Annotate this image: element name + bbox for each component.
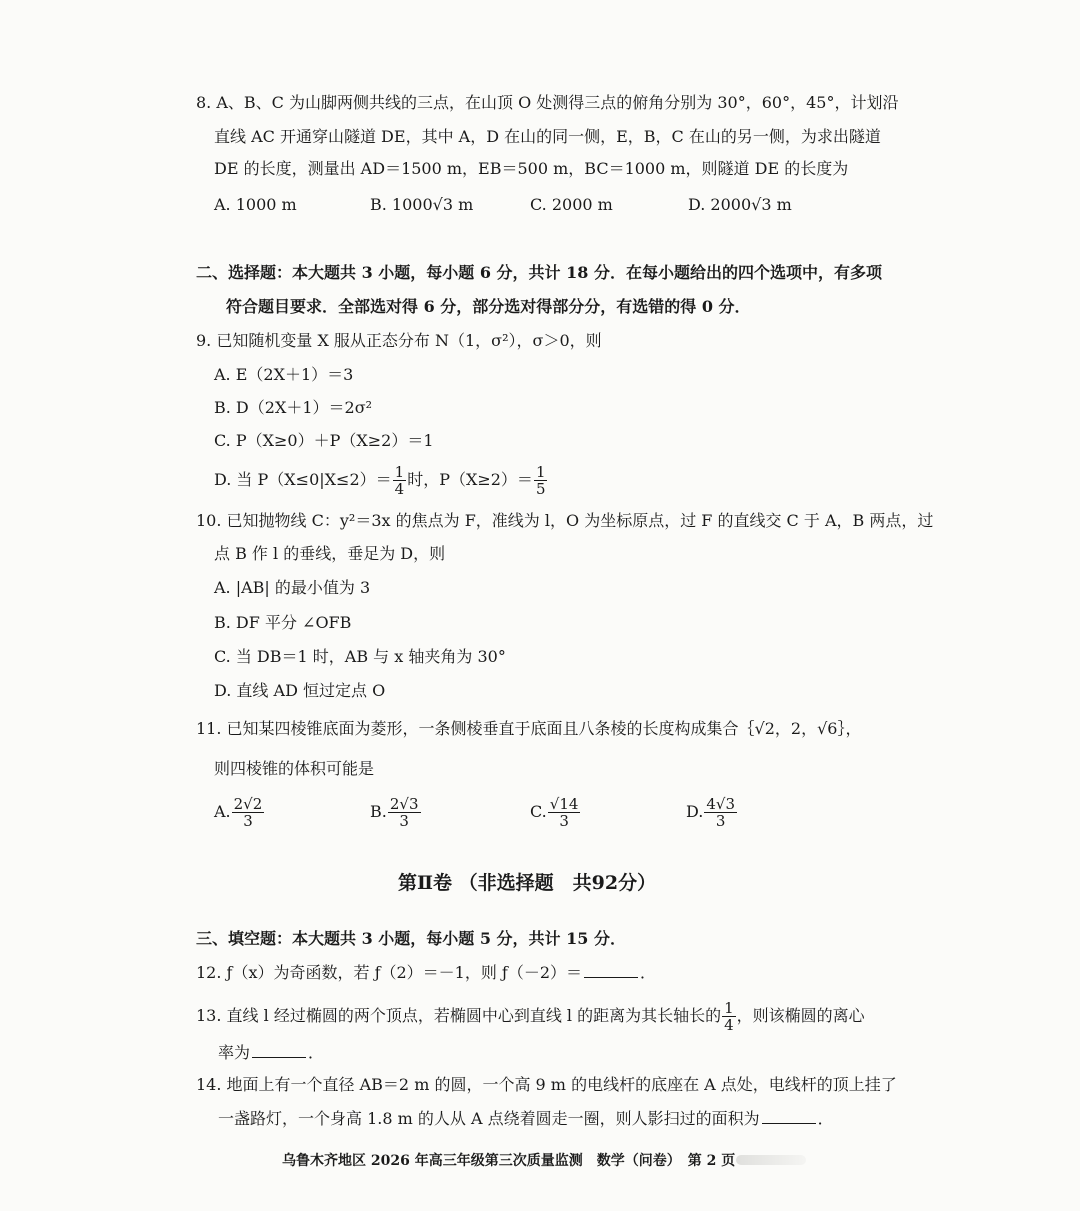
- q12-end: ．: [640, 963, 657, 982]
- q10-option-c: C. 当 DB＝1 时，AB 与 x 轴夹角为 30°: [214, 647, 506, 666]
- answer-blank[interactable]: [584, 963, 638, 978]
- fraction: [548, 796, 581, 829]
- q13-text-cont: ，则该椭圆的离心: [736, 1006, 865, 1025]
- q10-line2: 点 B 作 l 的垂线，垂足为 D，则: [214, 544, 446, 563]
- option-label: B.: [370, 802, 387, 821]
- q9-option-c: C. P（X≥0）＋P（X≥2）＝1: [214, 431, 434, 450]
- fraction-numerator: 4√3: [706, 795, 735, 813]
- q13-line1: [196, 1000, 865, 1033]
- section2-heading-line2: 符合题目要求．全部选对得 6 分，部分选对得部分分，有选错的得 0 分．: [226, 297, 751, 316]
- fraction-numerator: 1: [394, 463, 405, 481]
- q9-option-a: A. E（2X＋1）＝3: [214, 365, 354, 384]
- fraction-denominator: 3: [243, 812, 253, 830]
- fraction-denominator: 5: [535, 480, 546, 498]
- q14-line2-text: 一盏路灯，一个身高 1.8 m 的人从 A 点绕着圆走一圈，则人影扫过的面积为: [218, 1109, 760, 1128]
- q11-option-a: [214, 796, 265, 829]
- fraction: [722, 1000, 736, 1033]
- q13-text: 13. 直线 l 经过椭圆的两个顶点，若椭圆中心到直线 l 的距离为其长轴长的: [196, 1006, 722, 1025]
- q14-line2: [218, 1108, 834, 1130]
- q13-line2: [218, 1042, 324, 1064]
- fraction: [704, 796, 737, 829]
- q10-option-d: D. 直线 AD 恒过定点 O: [214, 681, 386, 700]
- answer-blank[interactable]: [762, 1109, 816, 1124]
- q9-option-b: B. D（2X＋1）＝2σ²: [214, 398, 373, 417]
- q8-option-d: D. 2000√3 m: [688, 195, 792, 214]
- section3-heading: 三、填空题：本大题共 3 小题，每小题 5 分，共计 15 分．: [196, 929, 626, 948]
- q8-option-b: B. 1000√3 m: [370, 195, 474, 214]
- page-footer: 乌鲁木齐地区 2026 年高三年级第三次质量监测 数学（问卷） 第 2 页: [282, 1153, 736, 1169]
- option-label: D.: [686, 802, 704, 821]
- fraction-denominator: 3: [399, 812, 409, 830]
- q14-line1: 14. 地面上有一个直径 AB＝2 m 的圆，一个高 9 m 的电线杆的底座在 A 点处，电线杆的顶上挂了: [196, 1075, 897, 1094]
- section2-heading-line1: 二、选择题：本大题共 3 小题，每小题 6 分，共计 18 分．在每小题给出的四个选项中，有多项: [196, 263, 882, 282]
- fraction-numerator: 2√3: [389, 795, 419, 813]
- q8-option-a: A. 1000 m: [214, 195, 297, 214]
- q14-end: ．: [817, 1109, 834, 1128]
- q10-option-b: B. DF 平分 ∠OFB: [214, 613, 352, 632]
- q9-option-d-pre: D. 当 P（X≤0|X≤2）＝: [214, 470, 392, 489]
- part2-title: 第Ⅱ卷 （非选择题 共92分）: [398, 872, 657, 894]
- fraction: [534, 464, 548, 497]
- q12-text: 12. ƒ（x）为奇函数，若 ƒ（2）＝－1，则 ƒ（－2）＝: [196, 963, 583, 982]
- q10-line1: 10. 已知抛物线 C：y²＝3x 的焦点为 F，准线为 l，O 为坐标原点，过 F 的直线交 C 于 A，B 两点，过: [196, 511, 934, 530]
- q8-line1: 8. A、B、C 为山脚两侧共线的三点，在山顶 O 处测得三点的俯角分别为 30°，60°，45°，计划沿: [196, 93, 899, 112]
- fraction-numerator: 2√2: [233, 795, 263, 813]
- q8-option-c: C. 2000 m: [530, 195, 613, 214]
- q11-option-d: [686, 796, 738, 829]
- fraction-numerator: 1: [535, 463, 546, 481]
- fraction-denominator: 3: [715, 812, 726, 830]
- q9-option-d-mid: 时，P（X≥2）＝: [407, 470, 533, 489]
- option-label: C.: [530, 802, 547, 821]
- fraction-denominator: 3: [559, 812, 569, 830]
- q13-line2-text: 率为: [218, 1043, 251, 1062]
- q11-option-c: [530, 796, 581, 829]
- q8-line2: 直线 AC 开通穿山隧道 DE，其中 A，D 在山的同一侧，E，B，C 在山的另一侧，为求出隧道: [214, 127, 881, 146]
- q10-option-a: A. |AB| 的最小值为 3: [214, 578, 371, 597]
- fraction: [232, 796, 265, 829]
- fraction-numerator: √14: [549, 795, 579, 813]
- answer-blank[interactable]: [252, 1043, 306, 1058]
- q11-line2: 则四棱锥的体积可能是: [214, 759, 375, 778]
- scan-smudge: [736, 1155, 806, 1165]
- fraction-numerator: 1: [724, 999, 734, 1017]
- q9-stem: 9. 已知随机变量 X 服从正态分布 N（1，σ²），σ＞0，则: [196, 331, 602, 350]
- option-label: A.: [214, 802, 231, 821]
- fraction-denominator: 4: [724, 1016, 734, 1034]
- q11-line1: 11. 已知某四棱锥底面为菱形，一条侧棱垂直于底面且八条棱的长度构成集合｛√2，2，√6｝，: [196, 719, 862, 738]
- q8-line3: DE 的长度，测量出 AD＝1500 m，EB＝500 m，BC＝1000 m，则隧道 DE 的长度为: [214, 159, 849, 178]
- q13-end: ．: [308, 1043, 325, 1062]
- q12: [196, 962, 656, 984]
- q11-option-b: [370, 796, 422, 829]
- fraction: [388, 796, 421, 829]
- fraction: [393, 464, 407, 497]
- q9-option-d: [214, 464, 548, 497]
- fraction-denominator: 4: [394, 480, 405, 498]
